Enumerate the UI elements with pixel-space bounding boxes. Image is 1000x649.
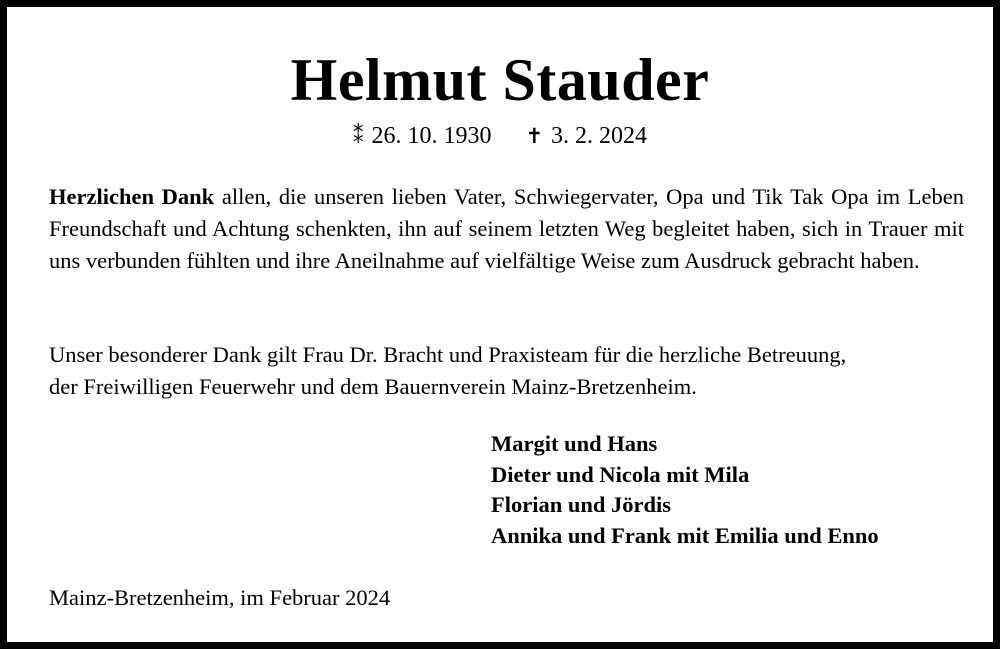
death-date: 3. 2. 2024 [551, 123, 648, 149]
thanks-text: allen, die unseren lieben Vater, Schwiegervater, Opa und Tik Tak Opa im Leben Freundschaft und Achtung schenkten, ihn auf seinem letzten Weg begleitet haben, sich in Trauer mit uns verbunden fühlten und ihre Aneilnahme auf vielfältige Weise zum Ausdruck gebracht haben. [49, 184, 964, 273]
thanks-paragraph [49, 181, 964, 277]
birth-date: 26. 10. 1930 [371, 123, 492, 149]
signer-line: Margit und Hans [491, 431, 658, 456]
birth-star-icon: ⁑ [352, 124, 364, 148]
deceased-name: Helmut Stauder [290, 47, 710, 113]
place-and-date: Mainz-Bretzenheim, im Februar 2024 [49, 585, 391, 610]
signer-line: Dieter und Nicola mit Mila [491, 461, 750, 487]
special-thanks-line: Unser besonderer Dank gilt Frau Dr. Bracht und Praxisteam für die herzliche Betreuung, [49, 342, 847, 367]
special-thanks-line: der Freiwilligen Feuerwehr und dem Bauernverein Mainz-Bretzenheim. [49, 374, 697, 399]
death-cross-icon: ✝ [525, 124, 544, 148]
life-dates [7, 121, 993, 151]
signer-line: Florian und Jördis [491, 492, 672, 517]
signers-list [491, 429, 879, 551]
signer-line: Annika und Frank mit Emilia und Enno [491, 522, 879, 548]
thanks-lead: Herzlichen Dank [49, 184, 215, 209]
special-thanks-paragraph [49, 339, 964, 403]
